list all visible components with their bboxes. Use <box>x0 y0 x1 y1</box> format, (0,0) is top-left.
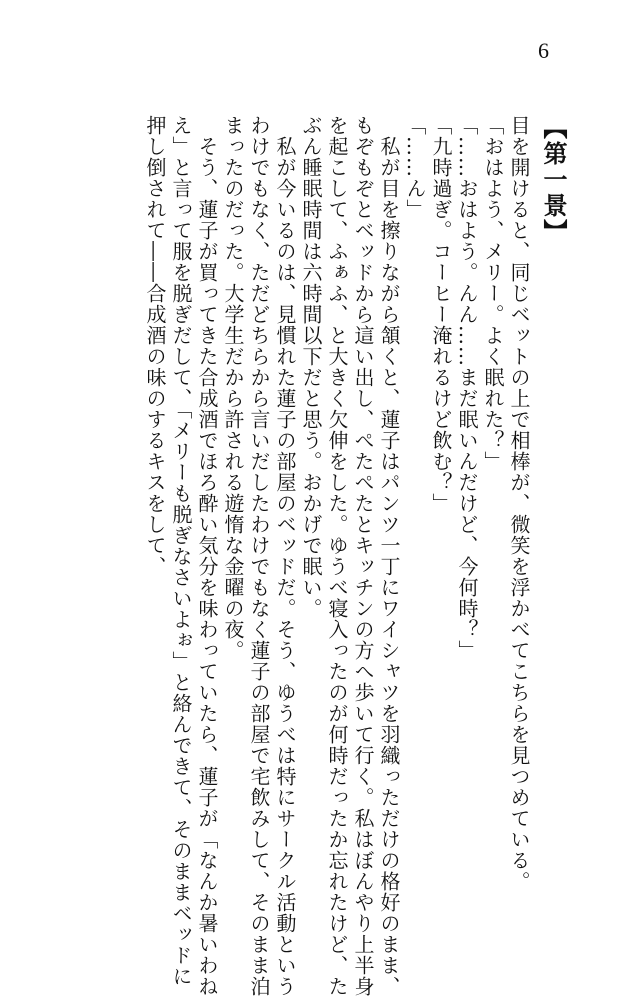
text-line-7: もぞもぞとベッドから這い出し、ぺたぺたとキッチンの方へ歩いて行く。私はぼんやり上半身 <box>351 115 375 997</box>
vertical-text-body <box>142 115 568 997</box>
text-line-4: 「九時過ぎ。コーヒー淹れるけど飲む？」 <box>429 115 453 514</box>
text-line-6: 私が目を擦りながら頷くと、蓮子はパンツ一丁にワイシャツを羽織っただけの格好のまま、 <box>377 115 401 997</box>
chapter-heading: 【第一景】 <box>539 115 567 245</box>
text-line-15: 押し倒されて――合成酒の味のするキスをして、 <box>143 115 167 577</box>
text-line-9: ぶん睡眠時間は六時間以下だと思う。おかげで眠い。 <box>299 115 323 619</box>
text-line-10: 私が今いるのは、見慣れた蓮子の部屋のベッドだ。そう、ゆうべは特にサークル活動という <box>273 115 297 997</box>
text-line-3: 「……おはよう。んん……まだ眠いんだけど、今何時？」 <box>455 115 479 661</box>
text-line-8: を起こして、ふぁふ、と大きく欠伸をした。ゆうべ寝入ったのが何時だったか忘れたけど、た <box>325 115 349 997</box>
text-line-14: え」と言って服を脱ぎだして、「メリーも脱ぎなさいよぉ」と絡んできて、そのままベッドに <box>169 115 193 987</box>
text-line-11: わけでもなく、ただどちらから言いだしたわけでもなく蓮子の部屋で宅飲みして、そのまま泊 <box>247 115 271 997</box>
text-line-5: 「……ん」 <box>403 115 427 220</box>
text-line-13: そう、蓮子が買ってきた合成酒でほろ酔い気分を味わっていたら、蓮子が「なんか暑いわね <box>195 115 219 997</box>
text-line-1: 目を開けると、同じベットの上で相棒が、微笑を浮かべてこちらを見つめている。 <box>507 115 531 892</box>
text-line-2: 「おはよう、メリー。よく眠れた？」 <box>481 115 505 472</box>
page-number: 6 <box>538 38 549 63</box>
text-line-12: まったのだった。大学生だから許される遊惰な金曜の夜。 <box>221 115 245 661</box>
